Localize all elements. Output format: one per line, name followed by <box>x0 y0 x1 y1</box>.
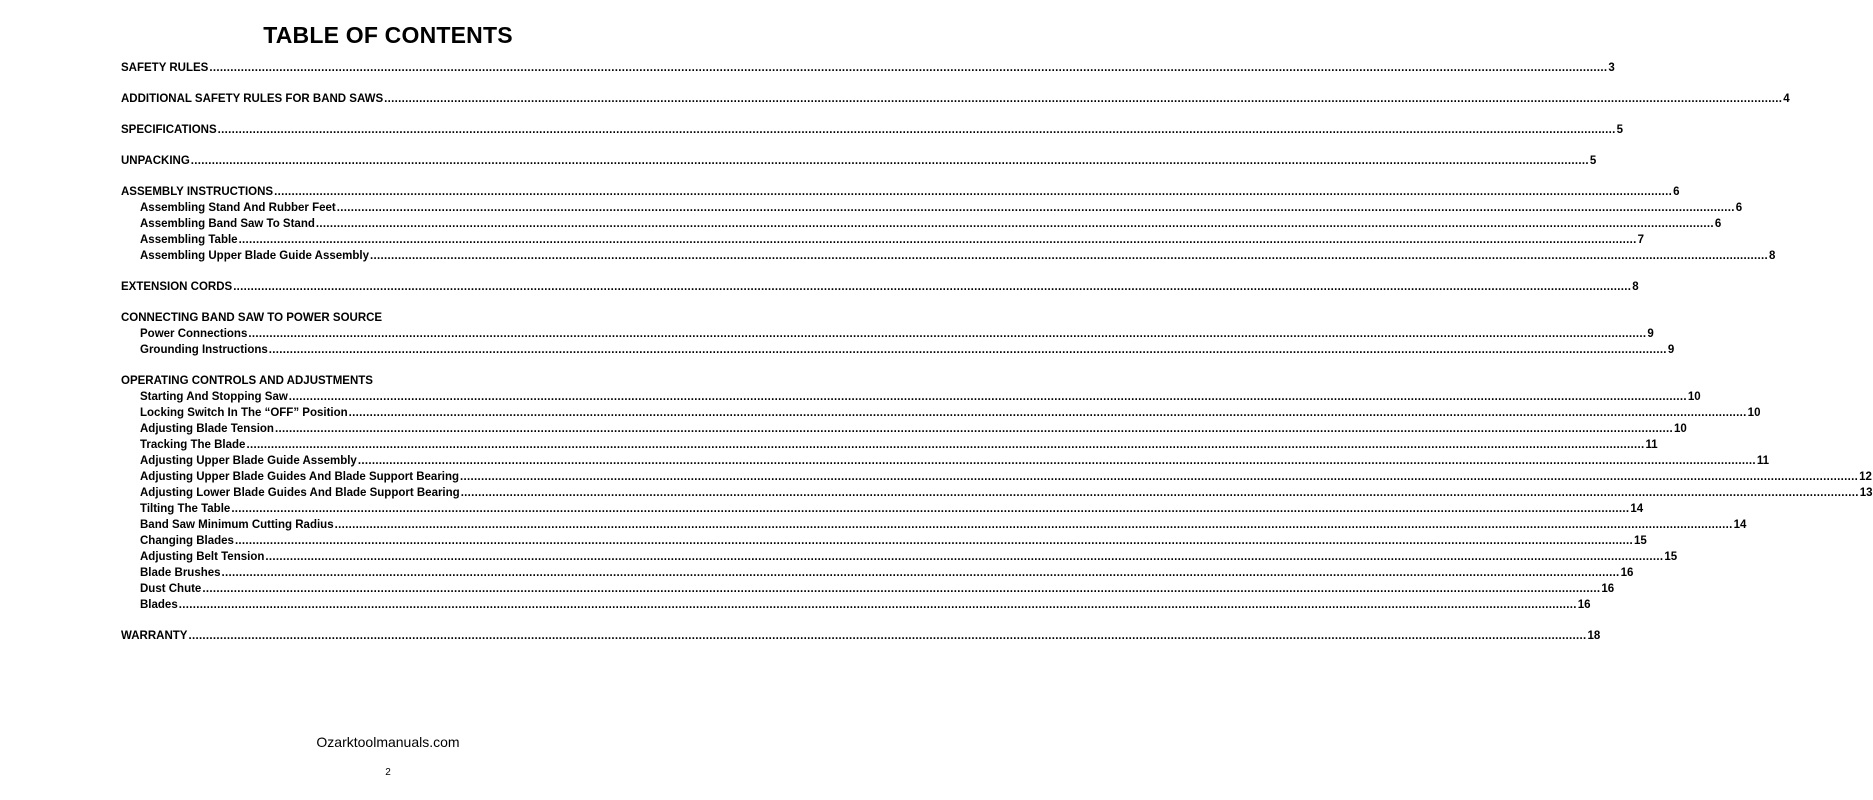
toc-page-number: 10 <box>1687 391 1701 403</box>
dot-leader: ................................................................................................................................................................................................................................................................................................................................................................................................................ <box>274 423 1673 435</box>
toc-entry-label: ADDITIONAL SAFETY RULES FOR BAND SAWS <box>121 93 384 105</box>
toc-page-number: 5 <box>1616 124 1624 136</box>
toc-subentry <box>121 326 1654 342</box>
dot-leader: ................................................................................................................................................................................................................................................................................................................................................................................................................ <box>357 455 1756 467</box>
toc-page-number: 11 <box>1645 439 1658 451</box>
toc-subentry <box>121 232 1644 248</box>
toc-page-number: 9 <box>1667 344 1675 356</box>
dot-leader: ................................................................................................................................................................................................................................................................................................................................................................................................................ <box>188 630 1587 642</box>
toc-page-number: 11 <box>1756 455 1770 467</box>
toc-subentry <box>121 200 1743 216</box>
toc-page-number: 16 <box>1601 583 1615 595</box>
dot-leader: ................................................................................................................................................................................................................................................................................................................................................................................................................ <box>370 250 1769 262</box>
toc-entry-label: EXTENSION CORDS <box>121 281 233 293</box>
dot-leader: ................................................................................................................................................................................................................................................................................................................................................................................................................ <box>384 93 1783 105</box>
toc-subentry <box>121 549 1678 565</box>
toc-entry-label: Assembling Stand And Rubber Feet <box>140 202 336 214</box>
dot-leader: ................................................................................................................................................................................................................................................................................................................................................................................................................ <box>274 186 1673 198</box>
toc-entry-label: Assembling Upper Blade Guide Assembly <box>140 250 369 262</box>
toc-entry-label: SPECIFICATIONS <box>121 124 217 136</box>
toc-entry-label: OPERATING CONTROLS AND ADJUSTMENTS <box>121 375 373 387</box>
toc-subentry <box>121 581 1615 597</box>
section-gap <box>121 295 655 310</box>
toc-entry-label: Band Saw Minimum Cutting Radius <box>140 519 334 531</box>
toc-section-heading <box>121 122 1624 138</box>
section-gap <box>121 169 655 184</box>
dot-leader: ................................................................................................................................................................................................................................................................................................................................................................................................................ <box>202 583 1601 595</box>
toc-entry-label: WARRANTY <box>121 630 188 642</box>
toc-page-number: 16 <box>1620 567 1634 579</box>
dot-leader: ................................................................................................................................................................................................................................................................................................................................................................................................................ <box>460 471 1859 483</box>
toc-page-number: 18 <box>1587 630 1601 642</box>
toc-page-number: 15 <box>1664 551 1678 563</box>
toc-page-number: 15 <box>1633 535 1647 547</box>
toc-entry-label: Adjusting Lower Blade Guides And Blade Support Bearing <box>140 487 460 499</box>
dot-leader: ................................................................................................................................................................................................................................................................................................................................................................................................................ <box>265 551 1664 563</box>
footer-page-number: 2 <box>385 767 391 778</box>
toc-entry-label: Adjusting Belt Tension <box>140 551 265 563</box>
toc-subentry <box>121 421 1687 437</box>
toc-section-heading <box>121 184 1680 200</box>
dot-leader: ................................................................................................................................................................................................................................................................................................................................................................................................................ <box>334 519 1733 531</box>
dot-leader: ................................................................................................................................................................................................................................................................................................................................................................................................................ <box>336 202 1735 214</box>
toc-page-number: 13 <box>1859 487 1873 499</box>
footer-website: Ozarktoolmanuals.com <box>316 734 460 750</box>
page-title: TABLE OF CONTENTS <box>263 22 513 48</box>
section-gap <box>121 138 655 153</box>
toc-entry-label: Assembling Band Saw To Stand <box>140 218 315 230</box>
dot-leader: ................................................................................................................................................................................................................................................................................................................................................................................................................ <box>268 344 1667 356</box>
toc-subentry <box>121 517 1747 533</box>
toc-section-heading <box>121 310 655 326</box>
toc-page-number: 6 <box>1735 202 1743 214</box>
toc-entry-label: Blades <box>140 599 178 611</box>
toc-subentry <box>121 437 1658 453</box>
dot-leader: ................................................................................................................................................................................................................................................................................................................................................................................................................ <box>209 62 1608 74</box>
dot-leader: ................................................................................................................................................................................................................................................................................................................................................................................................................ <box>233 281 1632 293</box>
dot-leader: ................................................................................................................................................................................................................................................................................................................................................................................................................ <box>348 407 1747 419</box>
section-gap <box>121 76 655 91</box>
toc-subentry <box>121 597 1591 613</box>
section-gap <box>121 358 655 373</box>
toc-entry-label: Adjusting Upper Blade Guides And Blade Support Bearing <box>140 471 460 483</box>
dot-leader: ................................................................................................................................................................................................................................................................................................................................................................................................................ <box>315 218 1714 230</box>
toc-page-number: 14 <box>1630 503 1644 515</box>
section-gap <box>121 107 655 122</box>
dot-leader: ................................................................................................................................................................................................................................................................................................................................................................................................................ <box>234 535 1633 547</box>
toc-page-number: 7 <box>1637 234 1644 246</box>
toc-section-heading <box>121 628 1601 644</box>
toc-subentry <box>121 389 1701 405</box>
toc-entry-label: Tilting The Table <box>140 503 231 515</box>
toc-entry-label: UNPACKING <box>121 155 190 167</box>
dot-leader: ................................................................................................................................................................................................................................................................................................................................................................................................................ <box>178 599 1577 611</box>
toc-page-number: 8 <box>1632 281 1639 293</box>
toc-page-number: 14 <box>1733 519 1747 531</box>
toc-entry-label: Dust Chute <box>140 583 202 595</box>
toc-entry-label: SAFETY RULES <box>121 62 209 74</box>
table-of-contents <box>121 60 1873 644</box>
toc-subentry <box>121 216 1722 232</box>
toc-section-heading <box>121 373 655 389</box>
toc-page-number: 6 <box>1714 218 1722 230</box>
toc-page-number: 6 <box>1673 186 1680 198</box>
toc-entry-label: Assembling Table <box>140 234 238 246</box>
section-gap <box>121 264 655 279</box>
toc-entry-label: Tracking The Blade <box>140 439 246 451</box>
toc-entry-label: Adjusting Upper Blade Guide Assembly <box>140 455 357 467</box>
toc-subentry <box>121 565 1634 581</box>
toc-entry-label: ASSEMBLY INSTRUCTIONS <box>121 186 274 198</box>
toc-entry-label: Blade Brushes <box>140 567 221 579</box>
dot-leader: ................................................................................................................................................................................................................................................................................................................................................................................................................ <box>217 124 1616 136</box>
toc-entry-label: Locking Switch In The “OFF” Position <box>140 407 348 419</box>
dot-leader: ................................................................................................................................................................................................................................................................................................................................................................................................................ <box>248 328 1647 340</box>
dot-leader: ................................................................................................................................................................................................................................................................................................................................................................................................................ <box>190 155 1589 167</box>
toc-page-number: 10 <box>1674 423 1687 435</box>
toc-section-heading <box>121 279 1639 295</box>
toc-subentry <box>121 533 1647 549</box>
dot-leader: ................................................................................................................................................................................................................................................................................................................................................................................................................ <box>246 439 1645 451</box>
toc-subentry <box>121 405 1761 421</box>
toc-subentry <box>121 453 1770 469</box>
toc-subentry <box>121 469 1872 485</box>
toc-entry-label: Adjusting Blade Tension <box>140 423 274 435</box>
dot-leader: ................................................................................................................................................................................................................................................................................................................................................................................................................ <box>460 487 1859 499</box>
dot-leader: ................................................................................................................................................................................................................................................................................................................................................................................................................ <box>288 391 1687 403</box>
toc-subentry <box>121 342 1675 358</box>
toc-page-number: 10 <box>1747 407 1761 419</box>
toc-subentry <box>121 485 1873 501</box>
dot-leader: ................................................................................................................................................................................................................................................................................................................................................................................................................ <box>231 503 1630 515</box>
toc-entry-label: Changing Blades <box>140 535 234 547</box>
section-gap <box>121 613 655 628</box>
toc-entry-label: Power Connections <box>140 328 248 340</box>
toc-page-number: 8 <box>1769 250 1776 262</box>
toc-page-number: 5 <box>1589 155 1597 167</box>
toc-page-number: 16 <box>1577 599 1591 611</box>
toc-subentry <box>121 248 1776 264</box>
toc-entry-label: Starting And Stopping Saw <box>140 391 288 403</box>
dot-leader: ................................................................................................................................................................................................................................................................................................................................................................................................................ <box>238 234 1637 246</box>
toc-subentry <box>121 501 1644 517</box>
toc-section-heading <box>121 153 1597 169</box>
toc-page-number: 3 <box>1608 62 1615 74</box>
toc-page-number: 9 <box>1647 328 1654 340</box>
toc-section-heading <box>121 91 1790 107</box>
dot-leader: ................................................................................................................................................................................................................................................................................................................................................................................................................ <box>221 567 1620 579</box>
toc-page-number: 12 <box>1859 471 1872 483</box>
toc-section-heading <box>121 60 1615 76</box>
toc-entry-label: Grounding Instructions <box>140 344 268 356</box>
toc-page-number: 4 <box>1783 93 1790 105</box>
toc-entry-label: CONNECTING BAND SAW TO POWER SOURCE <box>121 312 383 324</box>
